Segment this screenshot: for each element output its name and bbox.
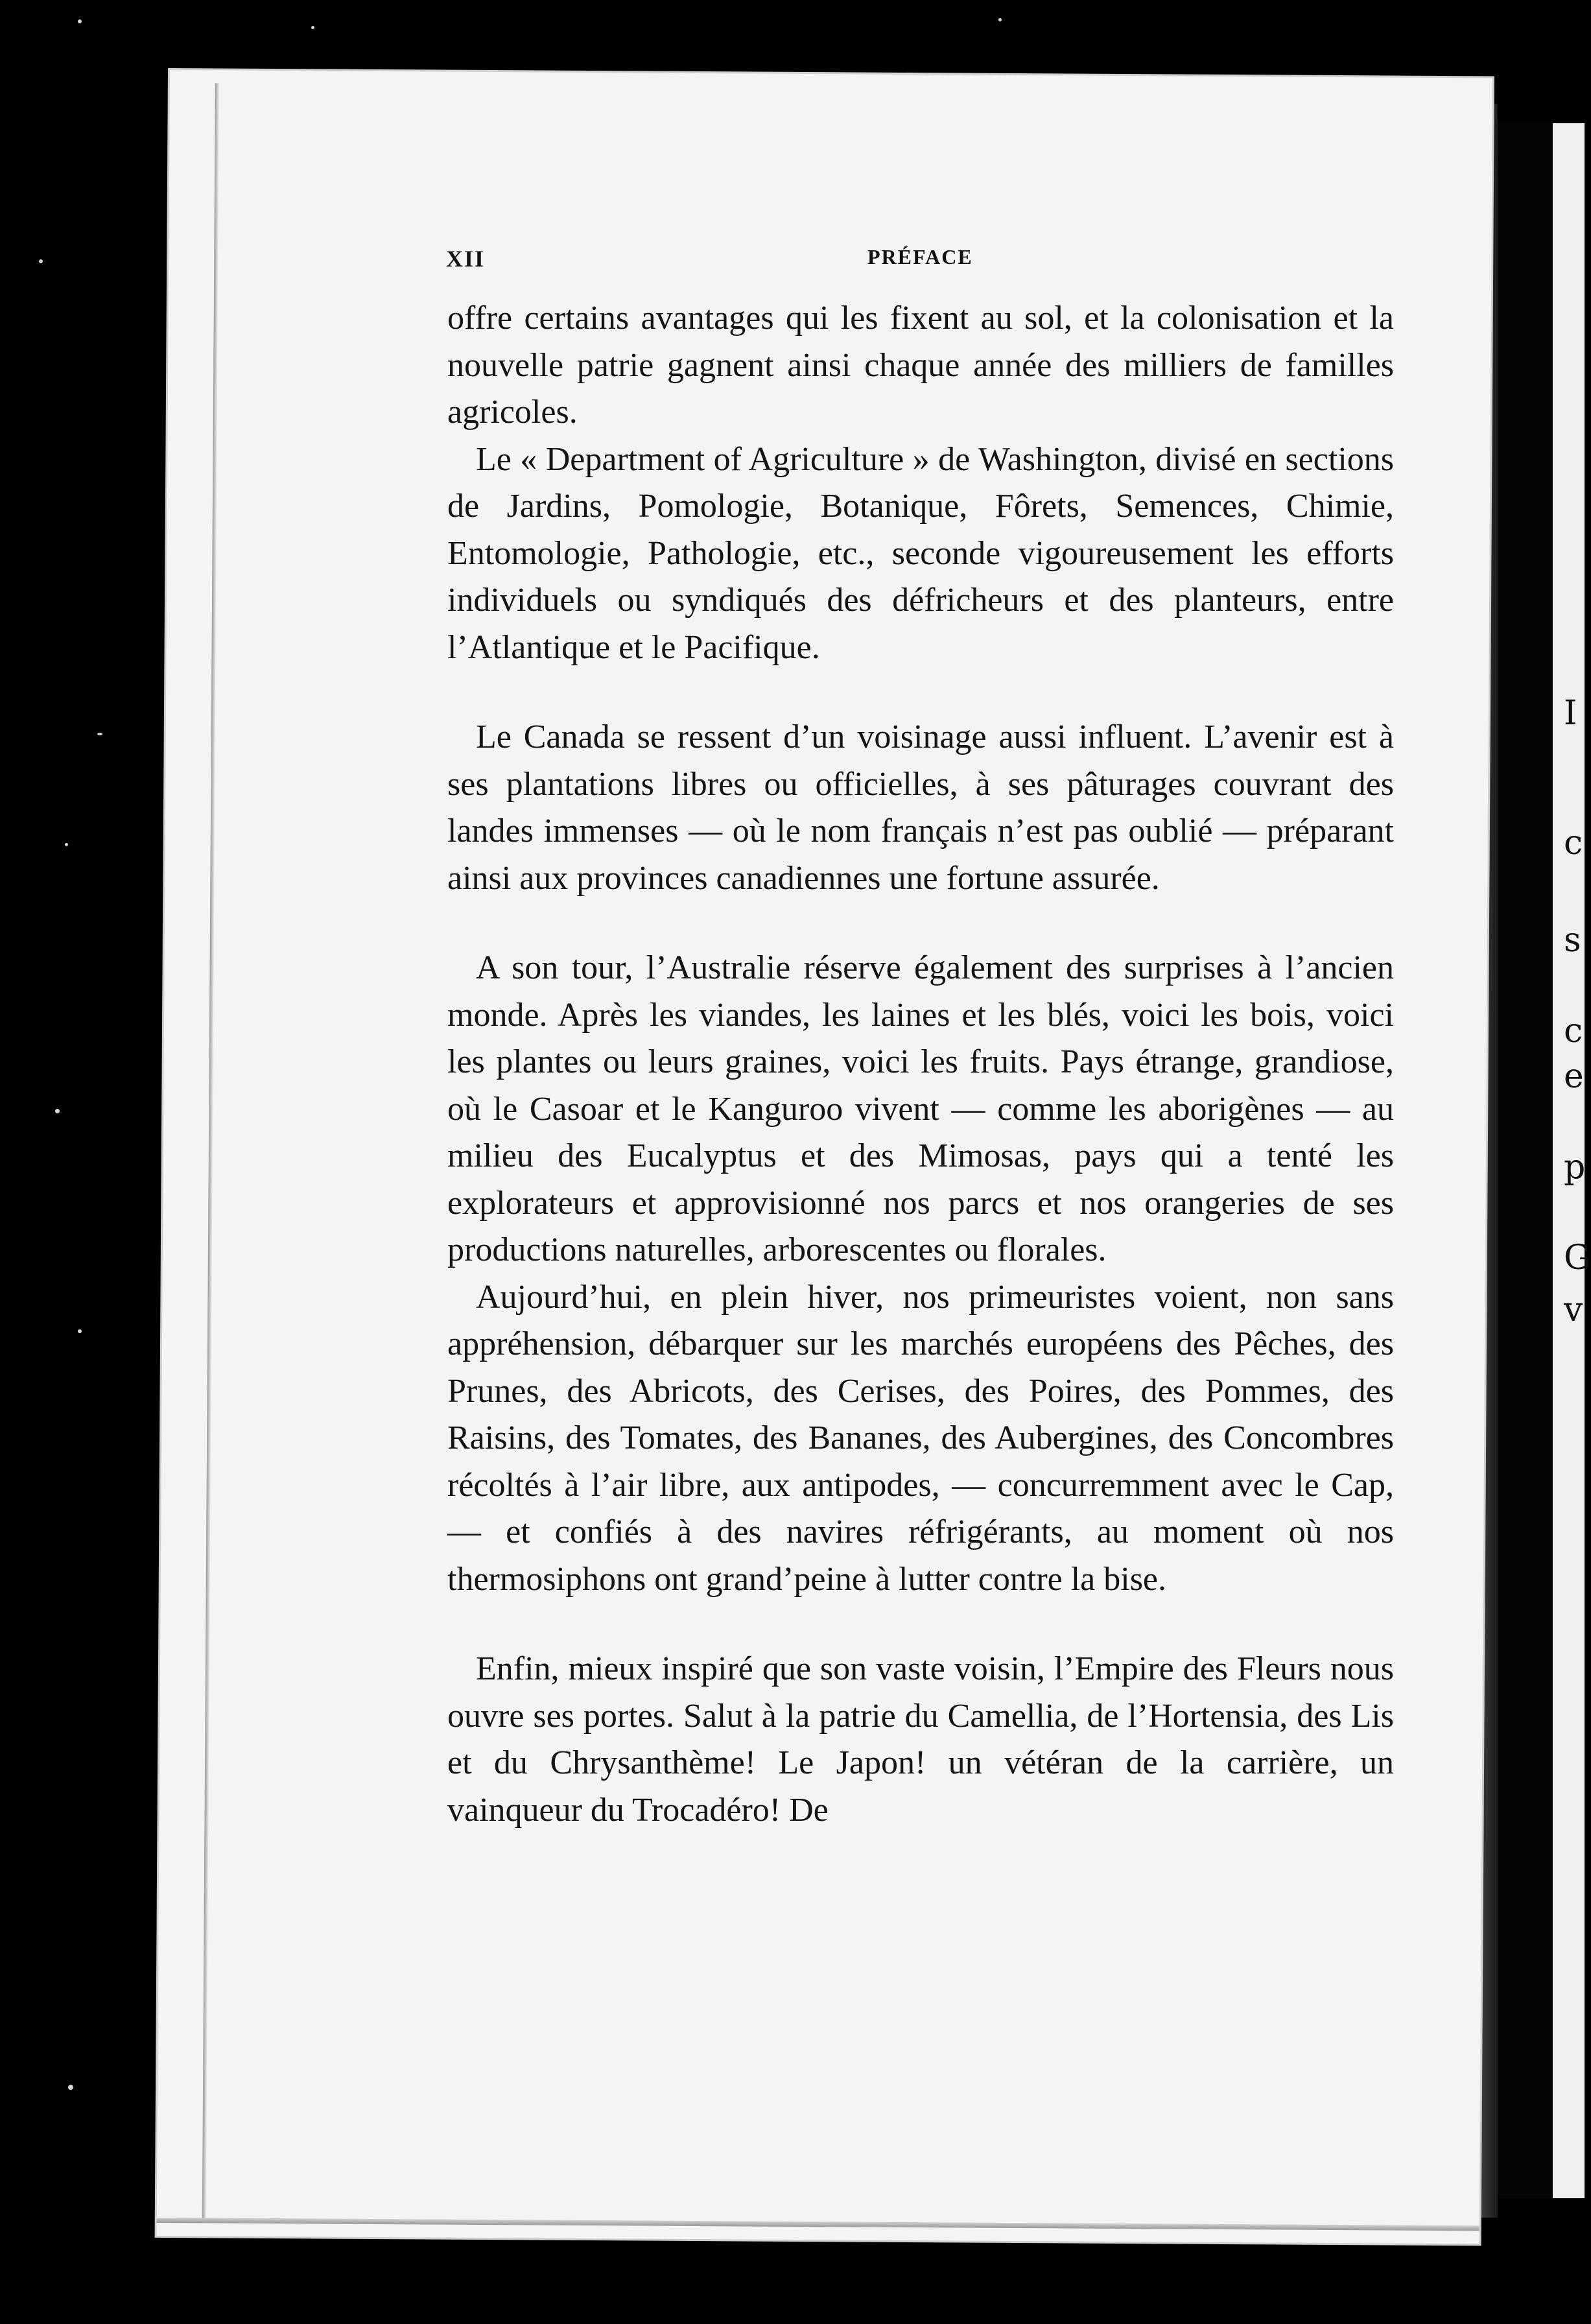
adjacent-page-glyph: c [1564, 1012, 1583, 1050]
scan-speck [998, 18, 1002, 21]
paragraph-gap [447, 671, 1394, 714]
paragraph: Le Canada se ressent d’un voisinage aussi influent. L’avenir est à ses plantations libres ou officielles, à ses pâturages couvrant des landes immenses — où le nom français n’est pas oublié — préparant ainsi aux provinces canadiennes une fortune assurée. [447, 718, 1394, 897]
scan-speck [39, 259, 43, 263]
paragraph: offre certains avantages qui les fixent au sol, et la colonisation et la nouvelle patrie gagnent ainsi chaque année des milliers de familles agricoles. [447, 300, 1394, 431]
adjacent-page-glyph: c [1564, 824, 1583, 862]
scan-speck [78, 19, 82, 23]
page-number: XII [446, 246, 486, 272]
adjacent-page-glyph: I [1564, 694, 1577, 733]
scan-speck [55, 1109, 60, 1113]
page-binding-edge [202, 83, 219, 2223]
paragraph: Aujourd’hui, en plein hiver, nos primeuristes voient, non sans appréhension, débarquer sur les marchés européens des Pêches, des Prunes, des Abricots, des Cerises, des Poires, des Pommes, des Raisins, des Tomates, des Bananes, des Aubergines, des Concombres récoltés à l’air libre, aux antipodes, — concurremment avec le Cap, — et confiés à des navires réfrigérants, au moment où nos thermosiphons ont grand’peine à lutter contre la bise. [447, 1278, 1394, 1598]
scan-speck [65, 843, 68, 846]
paragraph-gap [447, 902, 1394, 945]
adjacent-page-glyph: e [1564, 1057, 1584, 1096]
scan-speck [78, 1329, 82, 1333]
paragraph: Enfin, mieux inspiré que son vaste voisin, l’Empire des Fleurs nous ouvre ses portes. Salut à la patrie du Camellia, de l’Hortensia, des Lis et du Chrysanthème! Le Japon! un vétéran de la carrière, un vainqueur du Trocadéro! De [447, 1650, 1394, 1829]
page-header [446, 245, 978, 278]
scan-speck [97, 733, 102, 735]
paragraph-gap [447, 1603, 1394, 1646]
running-head: PRÉFACE [867, 245, 973, 268]
page-bottom-edge [157, 2218, 1479, 2231]
paragraph: Le « Department of Agriculture » de Washington, divisé en sections de Jardins, Pomologie, Botanique, Fôrets, Semences, Chimie, Entomologie, Pathologie, etc., seconde vigoureusement les efforts individuels ou syndiqués des défricheurs et des planteurs, entre l’Atlantique et le Pacifique. [447, 440, 1394, 666]
scan-speck [68, 2085, 73, 2090]
adjacent-page-glyph: G [1564, 1239, 1591, 1277]
adjacent-page-glyph: v [1564, 1290, 1583, 1329]
adjacent-page-glyph: p [1564, 1148, 1586, 1187]
adjacent-page-glyph: s [1564, 921, 1581, 960]
paragraph: A son tour, l’Australie réserve également des surprises à l’ancien monde. Après les viandes, les laines et les blés, voici les bois, voici les plantes ou leurs graines, voici les fruits. Pays étrange, grandiose, où le Casoar et le Kanguroo vivent — comme les aborigènes — au milieu des Eucalyptus et des Mimosas, pays qui a tenté les explorateurs et approvisionné nos parcs et nos orangeries de ses productions naturelles, arborescentes ou florales. [447, 949, 1394, 1268]
page-body [447, 295, 1394, 1834]
scan-speck [311, 26, 314, 29]
